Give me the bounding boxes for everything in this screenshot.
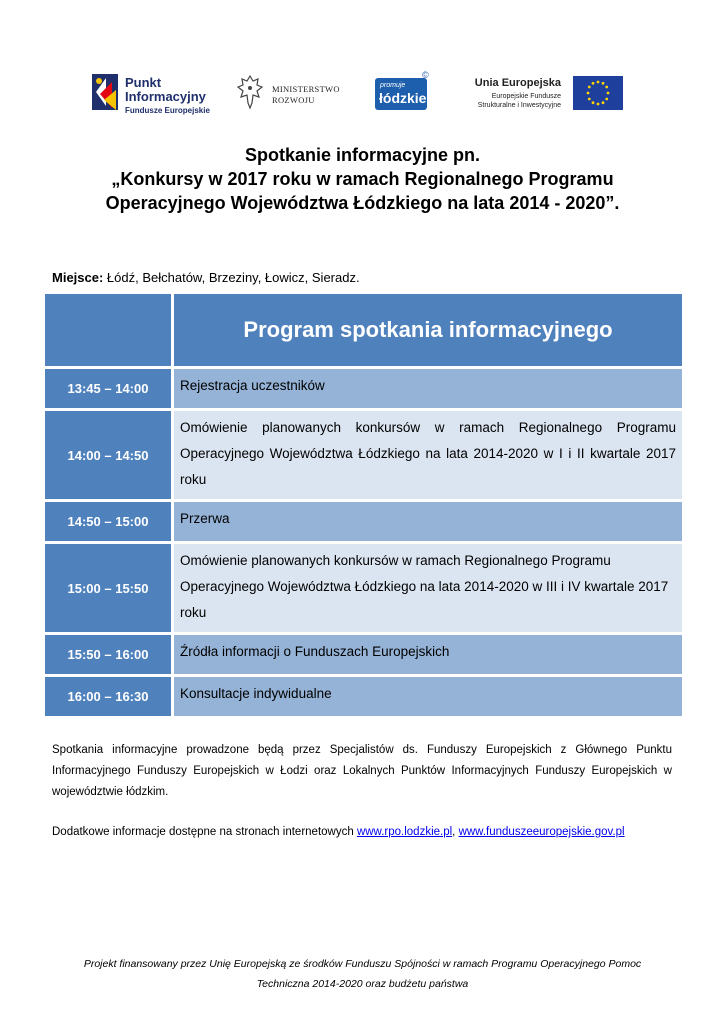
table-row — [45, 410, 682, 501]
promuje-lodzkie-logo — [375, 70, 429, 110]
rozwoju-text: ROZWOJU — [272, 95, 315, 105]
time-cell: 14:00 – 14:50 — [45, 410, 173, 501]
copyright-mark: © — [422, 70, 429, 80]
table-row — [45, 634, 682, 676]
program-table — [45, 294, 682, 719]
promuje-text: promuje — [380, 82, 406, 89]
pi-title-line2: Informacyjny — [125, 89, 206, 104]
document-title — [0, 143, 725, 215]
description-cell: Źródła informacji o Funduszach Europejskich — [173, 634, 683, 676]
title-line3: Operacyjnego Województwa Łódzkiego na lata 2014 - 2020”. — [105, 193, 620, 213]
punkt-informacyjny-logo — [90, 70, 220, 118]
footer-line1: Projekt finansowany przez Unię Europejską ze środków Funduszu Spójności w ramach Programu Operacyjnego Pomoc — [83, 958, 642, 970]
eu-flag-icon — [573, 76, 623, 110]
time-cell: 15:00 – 15:50 — [45, 543, 173, 634]
more-info-text: Dodatkowe informacje dostępne na stronach internetowych — [52, 826, 357, 838]
header-empty-cell — [45, 294, 173, 368]
place-label: Miejsce: — [52, 270, 104, 285]
table-row — [45, 501, 682, 543]
description-cell: Omówienie planowanych konkursów w ramach Regionalnego Programu Operacyjnego Województwa Łódzkiego na lata 2014-2020 w I i II kwartale 2017 roku — [173, 410, 683, 501]
program-heading: Program spotkania informacyjnego — [173, 294, 683, 368]
logo-strip — [0, 66, 725, 126]
eagle-emblem-icon — [236, 74, 264, 110]
time-cell: 13:45 – 14:00 — [45, 368, 173, 410]
description-cell: Omówienie planowanych konkursów w ramach Regionalnego Programu Operacyjnego Województwa Łódzkiego na lata 2014-2020 w III i IV kwartale 2017 roku — [173, 543, 683, 634]
fundusze-europejskie-link[interactable]: www.funduszeeuropejskie.gov.pl — [458, 826, 625, 838]
ministerstwo-text: MINISTERSTWO — [272, 84, 340, 94]
funding-footer — [0, 954, 725, 994]
description-cell: Przerwa — [173, 501, 683, 543]
time-cell: 16:00 – 16:30 — [45, 676, 173, 718]
lodzkie-text: łódzkie — [379, 90, 427, 106]
time-cell: 14:50 – 15:00 — [45, 501, 173, 543]
footer-line2: Techniczna 2014-2020 oraz budżetu państwa — [256, 978, 469, 990]
title-line1: Spotkanie informacyjne pn. — [244, 145, 481, 165]
rpo-lodzkie-link[interactable]: www.rpo.lodzkie.pl — [356, 826, 453, 838]
ue-subtitle-line1: Europejskie Fundusze — [491, 93, 561, 100]
pi-title-line1: Punkt — [125, 75, 162, 90]
program-header-row — [45, 294, 682, 368]
ministerstwo-rozwoju-logo — [236, 74, 346, 114]
link-separator: , — [452, 826, 459, 838]
pi-subtitle: Fundusze Europejskie — [125, 106, 210, 115]
title-line2: „Konkursy w 2017 roku w ramach Regionalnego Programu — [111, 169, 614, 189]
unia-europejska-logo — [463, 76, 623, 112]
time-cell: 15:50 – 16:00 — [45, 634, 173, 676]
ue-subtitle-line2: Strukturalne i Inwestycyjne — [477, 102, 561, 109]
description-cell: Konsultacje indywidualne — [173, 676, 683, 718]
ue-title: Unia Europejska — [474, 77, 561, 89]
table-row — [45, 676, 682, 718]
table-row — [45, 543, 682, 634]
meeting-place — [52, 270, 360, 285]
punkt-informacyjny-mark-icon — [90, 72, 120, 112]
more-info — [52, 826, 625, 838]
place-value: Łódź, Bełchatów, Brzeziny, Łowicz, Sieradz. — [103, 270, 360, 285]
description-cell: Rejestracja uczestników — [173, 368, 683, 410]
table-row — [45, 368, 682, 410]
organizer-note: Spotkania informacyjne prowadzone będą przez Specjalistów ds. Funduszy Europejskich z Głównego Punktu Informacyjnego Funduszy Europejskich w Łodzi oraz Lokalnych Punktów Informacyjnych Funduszy Europejskich w województwie łódzkim. — [52, 744, 672, 798]
